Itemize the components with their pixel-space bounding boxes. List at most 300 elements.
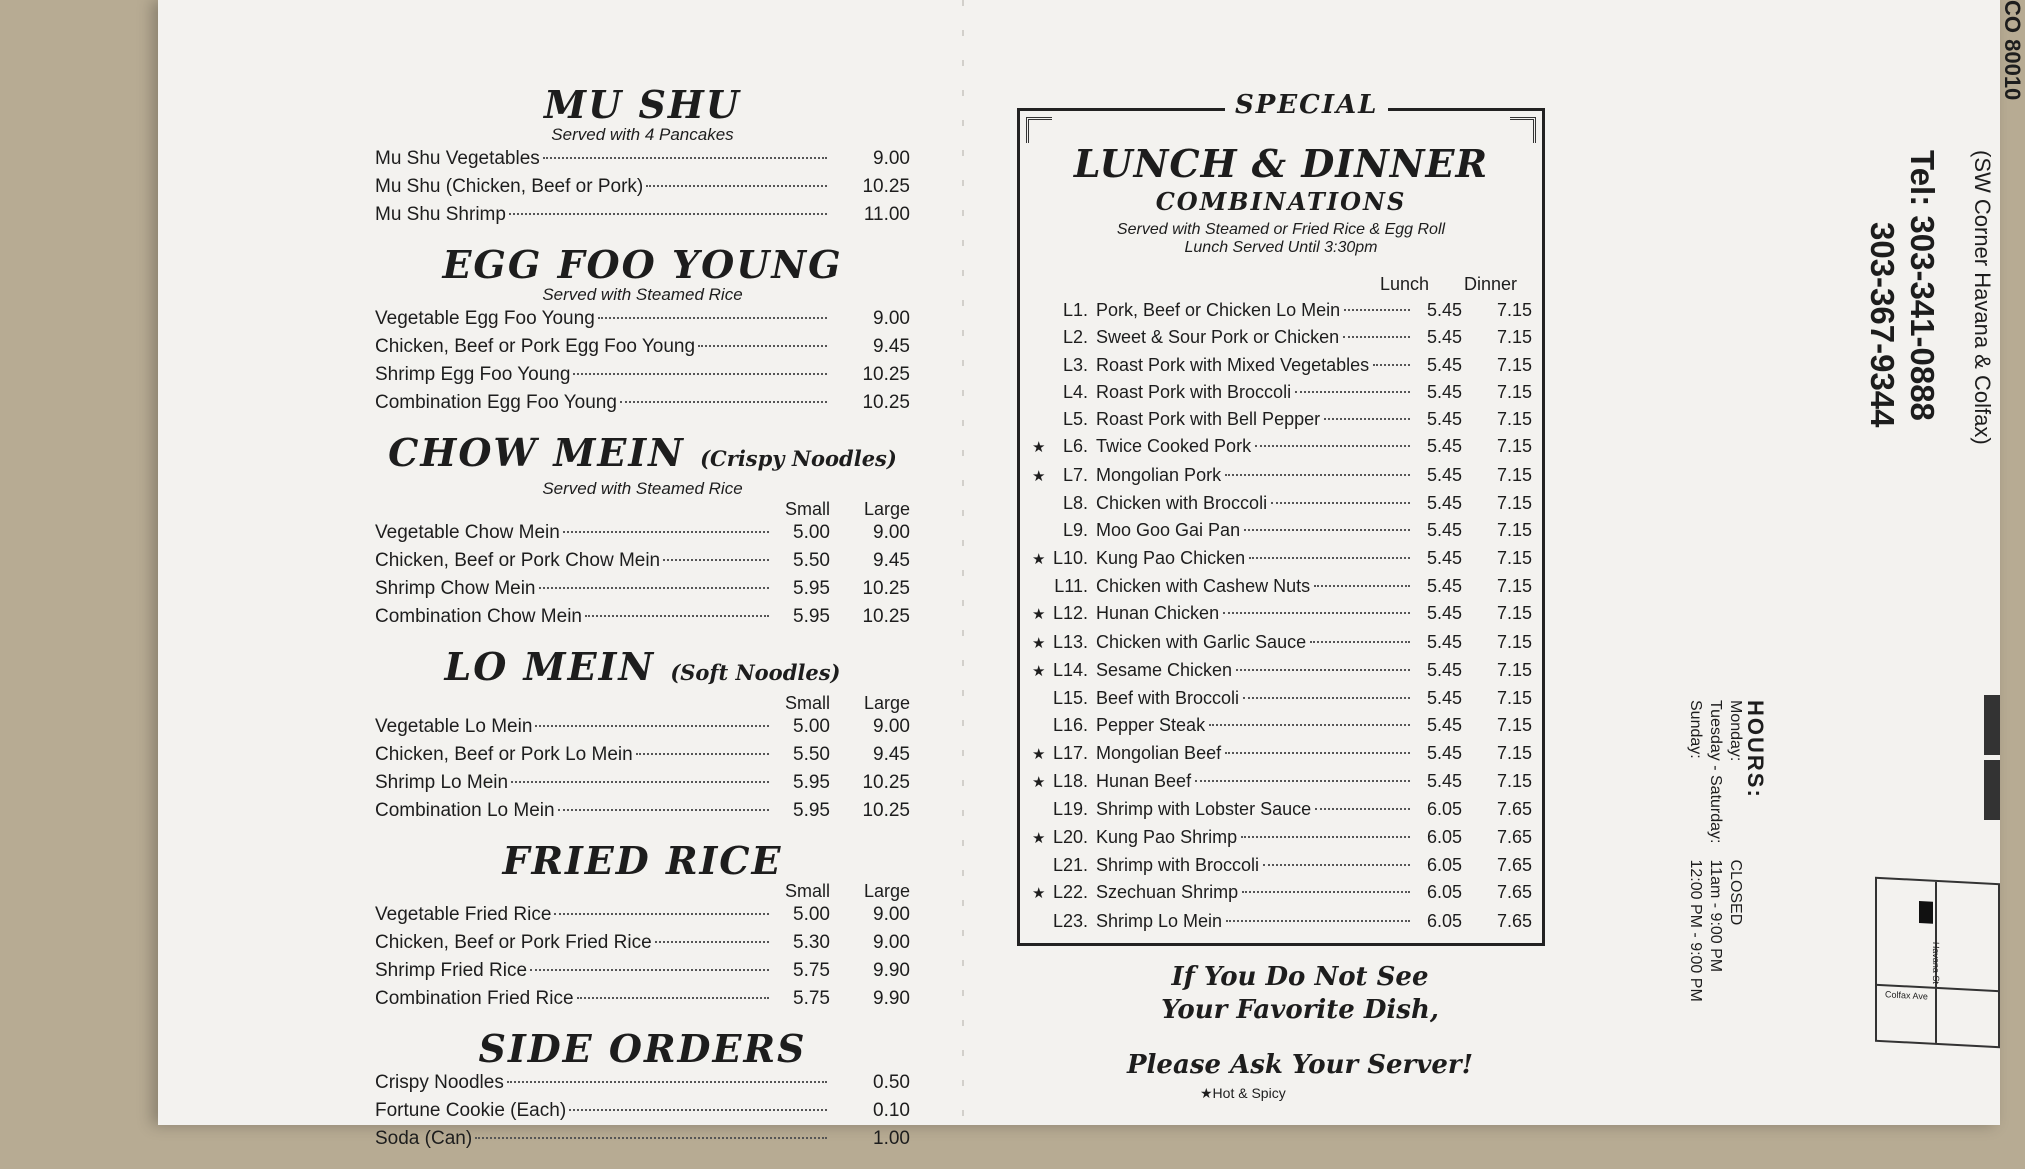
combo-item-row bbox=[1032, 324, 1532, 351]
item-price: 10.25 bbox=[862, 364, 910, 385]
leader-dots bbox=[663, 559, 769, 561]
combo-lunch-price: 5.45 bbox=[1426, 631, 1462, 652]
combo-item-row bbox=[1032, 297, 1532, 324]
menu-item-row bbox=[375, 333, 910, 361]
combo-item-row bbox=[1032, 852, 1532, 879]
small-header: Small bbox=[784, 693, 830, 713]
spicy-star-icon: ★ bbox=[1032, 662, 1046, 680]
leader-dots bbox=[636, 753, 769, 755]
item-price-large: 9.00 bbox=[873, 904, 910, 925]
combo-lunch-price: 5.45 bbox=[1426, 603, 1462, 624]
combo-dinner-price: 7.15 bbox=[1496, 575, 1532, 596]
lomein-col-headers bbox=[375, 693, 910, 713]
friedrice-section bbox=[375, 838, 910, 1013]
chowmein-title bbox=[375, 430, 910, 479]
combo-code: L2. bbox=[1062, 327, 1088, 348]
spicy-star-icon: ★ bbox=[1032, 634, 1046, 652]
combo-lunch-price: 6.05 bbox=[1426, 910, 1462, 931]
footer-line1: If You Do Not See bbox=[1171, 962, 1429, 992]
leader-dots bbox=[1225, 752, 1410, 754]
combo-lunch-price: 6.05 bbox=[1426, 826, 1462, 847]
combo-item-row bbox=[1032, 379, 1532, 406]
combo-name: Sesame Chicken bbox=[1096, 659, 1233, 680]
combo-dinner-price: 7.65 bbox=[1496, 799, 1532, 820]
leader-dots bbox=[573, 373, 827, 375]
address-zip: CO 80010 bbox=[2000, 0, 2025, 101]
leader-dots bbox=[1314, 585, 1410, 587]
menu-item-row bbox=[375, 389, 910, 417]
menu-item-row bbox=[375, 1069, 910, 1097]
menu-item-row bbox=[375, 957, 910, 985]
combo-name: Kung Pao Shrimp bbox=[1096, 826, 1238, 847]
combo-lunch-price: 5.45 bbox=[1426, 354, 1462, 375]
hours-times bbox=[1685, 859, 1745, 1001]
combo-lunch-price: 6.05 bbox=[1426, 854, 1462, 875]
tel-number-2: 303-367-9344 bbox=[1864, 222, 1901, 428]
combo-code: L1. bbox=[1062, 300, 1088, 320]
item-name: Chicken, Beef or Pork Fried Rice bbox=[375, 932, 652, 953]
combo-code: L18. bbox=[1052, 771, 1088, 792]
item-price: 9.00 bbox=[873, 308, 910, 329]
leader-dots bbox=[1225, 474, 1410, 476]
combo-code: L17. bbox=[1052, 742, 1088, 763]
item-name: Shrimp Fried Rice bbox=[375, 960, 528, 981]
map-location-pin bbox=[1919, 901, 1933, 924]
item-price-large: 9.00 bbox=[873, 522, 910, 543]
card-logo bbox=[1984, 695, 2000, 755]
location-map bbox=[1875, 877, 2000, 1049]
leader-dots bbox=[569, 1109, 827, 1111]
menu-item-row bbox=[375, 145, 910, 173]
hours-grid bbox=[1685, 700, 1745, 1002]
item-price-large: 9.45 bbox=[873, 744, 910, 765]
leader-dots bbox=[558, 809, 769, 811]
friedrice-title: FRIED RICE bbox=[502, 838, 783, 883]
leader-dots bbox=[1310, 641, 1410, 643]
menu-item-row bbox=[375, 305, 910, 333]
combo-item-row bbox=[1032, 712, 1532, 739]
item-price-small: 5.95 bbox=[793, 578, 830, 599]
combo-code: L7. bbox=[1062, 464, 1088, 485]
item-name: Shrimp Lo Mein bbox=[375, 772, 509, 793]
combo-lunch-price: 5.45 bbox=[1426, 409, 1462, 430]
combo-code: L10. bbox=[1052, 547, 1088, 568]
combo-name: Roast Pork with Broccoli bbox=[1096, 381, 1292, 402]
hours-day: Sunday: bbox=[1687, 700, 1704, 759]
item-price: 0.50 bbox=[873, 1072, 910, 1093]
combo-item-row bbox=[1032, 768, 1532, 796]
lunch-dinner-title: LUNCH & DINNER bbox=[1073, 141, 1489, 186]
leader-dots bbox=[1241, 836, 1410, 838]
combo-col-headers bbox=[1380, 274, 1517, 295]
combo-dinner-price: 7.15 bbox=[1496, 547, 1532, 568]
combo-dinner-price: 7.15 bbox=[1496, 493, 1532, 514]
item-price: 10.25 bbox=[862, 392, 910, 413]
combo-item-row bbox=[1032, 545, 1532, 573]
footer-line2: Your Favorite Dish, bbox=[1161, 995, 1439, 1025]
leader-dots bbox=[698, 345, 827, 347]
combo-name: Chicken with Garlic Sauce bbox=[1096, 631, 1307, 652]
combo-note-line2: Lunch Served Until 3:30pm bbox=[1184, 239, 1378, 256]
combo-item-row bbox=[1032, 685, 1532, 712]
leader-dots bbox=[646, 185, 827, 187]
leader-dots bbox=[507, 1081, 827, 1083]
spicy-star-icon: ★ bbox=[1032, 606, 1046, 624]
lomein-title-text: LO MEIN bbox=[444, 644, 656, 689]
combo-name: Hunan Chicken bbox=[1096, 603, 1220, 624]
leader-dots bbox=[1226, 920, 1410, 922]
item-price-small: 5.00 bbox=[793, 716, 830, 737]
menu-item-row bbox=[375, 201, 910, 229]
chowmein-items bbox=[375, 519, 910, 631]
item-price-large: 9.00 bbox=[873, 932, 910, 953]
chowmein-title-text: CHOW MEIN bbox=[388, 430, 685, 475]
spicy-star-icon: ★ bbox=[1032, 550, 1046, 568]
combo-name: Pepper Steak bbox=[1096, 715, 1206, 736]
menu-item-row bbox=[375, 929, 910, 957]
menu-item-row bbox=[375, 173, 910, 201]
side-items bbox=[375, 1069, 910, 1153]
item-name: Mu Shu (Chicken, Beef or Pork) bbox=[375, 176, 644, 197]
chowmein-col-headers bbox=[375, 499, 910, 519]
mushu-items bbox=[375, 145, 910, 229]
combo-name: Beef with Broccoli bbox=[1096, 688, 1240, 709]
item-price-large: 10.25 bbox=[862, 606, 910, 627]
menu-item-row bbox=[375, 1097, 910, 1125]
friedrice-items bbox=[375, 901, 910, 1013]
combo-name: Hunan Beef bbox=[1096, 771, 1192, 792]
item-price-small: 5.75 bbox=[793, 988, 830, 1009]
small-header: Small bbox=[784, 881, 830, 901]
combo-code: L12. bbox=[1052, 603, 1088, 624]
hot-spicy-note: ★Hot & Spicy bbox=[1200, 1085, 1286, 1101]
item-name: Chicken, Beef or Pork Lo Mein bbox=[375, 744, 633, 765]
mushu-title: MU SHU bbox=[544, 82, 741, 127]
hours-time: 12:00 PM - 9:00 PM bbox=[1687, 859, 1704, 1002]
menu-item-row bbox=[375, 797, 910, 825]
menu-item-row bbox=[375, 519, 910, 547]
combo-name: Szechuan Shrimp bbox=[1096, 882, 1239, 903]
combo-dinner-price: 7.15 bbox=[1496, 603, 1532, 624]
hours-days bbox=[1685, 700, 1745, 843]
combo-lunch-price: 5.45 bbox=[1426, 327, 1462, 348]
eggfoo-items bbox=[375, 305, 910, 417]
leader-dots bbox=[1373, 364, 1410, 366]
combo-item-row bbox=[1032, 462, 1532, 490]
combo-item-row bbox=[1032, 600, 1532, 628]
spicy-star-icon: ★ bbox=[1032, 774, 1046, 792]
menu-item-row bbox=[375, 713, 910, 741]
combo-item-row bbox=[1032, 657, 1532, 685]
combo-dinner-price: 7.15 bbox=[1496, 688, 1532, 709]
item-price-small: 5.00 bbox=[793, 522, 830, 543]
item-price-small: 5.30 bbox=[793, 932, 830, 953]
combo-name: Shrimp Lo Mein bbox=[1096, 910, 1223, 931]
combo-name: Moo Goo Gai Pan bbox=[1096, 520, 1241, 541]
leader-dots bbox=[1263, 864, 1410, 866]
item-name: Soda (Can) bbox=[375, 1128, 473, 1149]
combo-note-line1: Served with Steamed or Fried Rice & Egg Roll bbox=[1116, 221, 1446, 238]
leader-dots bbox=[511, 781, 769, 783]
leader-dots bbox=[1249, 557, 1410, 559]
combo-item-row bbox=[1032, 573, 1532, 600]
leader-dots bbox=[509, 213, 827, 215]
item-name: Vegetable Chow Mein bbox=[375, 522, 560, 543]
combo-lunch-price: 5.45 bbox=[1426, 575, 1462, 596]
hours-title: HOURS: bbox=[1743, 700, 1768, 799]
spicy-star-icon: ★ bbox=[1032, 745, 1046, 763]
leader-dots bbox=[475, 1137, 827, 1139]
combo-lunch-price: 5.45 bbox=[1426, 742, 1462, 763]
map-street-label: Havana St bbox=[1931, 941, 1941, 985]
spicy-star-icon: ★ bbox=[1032, 885, 1046, 903]
mushu-subtitle: Served with 4 Pancakes bbox=[551, 125, 734, 144]
eggfoo-section bbox=[375, 242, 910, 417]
chowmein-section bbox=[375, 430, 910, 631]
leader-dots bbox=[1295, 391, 1410, 393]
combo-item-row bbox=[1032, 433, 1532, 461]
combo-dinner-price: 7.15 bbox=[1496, 327, 1532, 348]
combo-lunch-price: 5.45 bbox=[1426, 464, 1462, 485]
combo-lunch-price: 5.45 bbox=[1426, 520, 1462, 541]
leader-dots bbox=[539, 587, 770, 589]
leader-dots bbox=[543, 157, 827, 159]
leader-dots bbox=[598, 317, 827, 319]
combo-lunch-price: 5.45 bbox=[1426, 715, 1462, 736]
friedrice-col-headers bbox=[375, 881, 910, 901]
mushu-section bbox=[375, 82, 910, 229]
combo-code: L13. bbox=[1052, 631, 1088, 652]
combo-dinner-price: 7.15 bbox=[1496, 300, 1532, 320]
combo-code: L8. bbox=[1062, 493, 1088, 514]
leader-dots bbox=[1271, 502, 1410, 504]
combo-lunch-price: 5.45 bbox=[1426, 300, 1462, 320]
combo-dinner-price: 7.15 bbox=[1496, 354, 1532, 375]
item-price-small: 5.75 bbox=[793, 960, 830, 981]
item-price: 9.45 bbox=[873, 336, 910, 357]
combo-item-row bbox=[1032, 517, 1532, 544]
leader-dots bbox=[585, 615, 769, 617]
combo-name: Roast Pork with Bell Pepper bbox=[1096, 409, 1321, 430]
eggfoo-subtitle: Served with Steamed Rice bbox=[542, 285, 743, 304]
combo-item-row bbox=[1032, 824, 1532, 852]
leader-dots bbox=[535, 725, 769, 727]
leader-dots bbox=[1223, 612, 1410, 614]
combo-name: Chicken with Cashew Nuts bbox=[1096, 575, 1311, 596]
item-price-large: 9.45 bbox=[873, 550, 910, 571]
spicy-star-icon: ★ bbox=[1032, 829, 1046, 847]
item-name: Chicken, Beef or Pork Egg Foo Young bbox=[375, 336, 696, 357]
item-name: Chicken, Beef or Pork Chow Mein bbox=[375, 550, 661, 571]
item-price-small: 5.50 bbox=[793, 744, 830, 765]
menu-item-row bbox=[375, 547, 910, 575]
large-header: Large bbox=[863, 693, 910, 713]
combo-lunch-price: 5.45 bbox=[1426, 771, 1462, 792]
leader-dots bbox=[1243, 697, 1410, 699]
hours-time: CLOSED bbox=[1727, 859, 1744, 926]
hours-day: Monday: bbox=[1727, 700, 1744, 762]
combo-dinner-price: 7.65 bbox=[1496, 882, 1532, 903]
leader-dots bbox=[1244, 529, 1410, 531]
leader-dots bbox=[577, 997, 769, 999]
combo-code: L14. bbox=[1052, 659, 1088, 680]
lunch-header: Lunch bbox=[1380, 274, 1430, 294]
combo-code: L22. bbox=[1052, 882, 1088, 903]
combo-code: L15. bbox=[1052, 688, 1088, 709]
leader-dots bbox=[620, 401, 827, 403]
combo-name: Kung Pao Chicken bbox=[1096, 547, 1246, 568]
lomein-items bbox=[375, 713, 910, 825]
leader-dots bbox=[1255, 445, 1410, 447]
menu-item-row bbox=[375, 769, 910, 797]
menu-item-row bbox=[375, 575, 910, 603]
combo-list bbox=[1032, 297, 1532, 935]
card-logo bbox=[1984, 760, 2000, 820]
combo-code: L3. bbox=[1062, 354, 1088, 375]
combo-code: L21. bbox=[1052, 854, 1088, 875]
item-price-small: 5.95 bbox=[793, 800, 830, 821]
combo-code: L23. bbox=[1052, 910, 1088, 931]
combo-lunch-price: 5.45 bbox=[1426, 493, 1462, 514]
combo-dinner-price: 7.15 bbox=[1496, 715, 1532, 736]
combo-name: Sweet & Sour Pork or Chicken bbox=[1096, 327, 1340, 348]
combo-item-row bbox=[1032, 629, 1532, 657]
leader-dots bbox=[655, 941, 769, 943]
leader-dots bbox=[563, 531, 769, 533]
tel-label: Tel: bbox=[1904, 150, 1941, 207]
chowmein-subtitle: Served with Steamed Rice bbox=[542, 479, 743, 498]
leader-dots bbox=[1242, 891, 1410, 893]
combo-lunch-price: 5.45 bbox=[1426, 547, 1462, 568]
combo-dinner-price: 7.15 bbox=[1496, 742, 1532, 763]
item-name: Vegetable Fried Rice bbox=[375, 904, 552, 925]
leader-dots bbox=[1324, 418, 1410, 420]
hours-day: Tuesday - Saturday: bbox=[1707, 700, 1724, 844]
item-price-small: 5.95 bbox=[793, 606, 830, 627]
chowmein-paren: (Crispy Noodles) bbox=[700, 446, 897, 471]
combo-code: L6. bbox=[1062, 436, 1088, 457]
large-header: Large bbox=[863, 881, 910, 901]
lomein-section bbox=[375, 644, 910, 825]
combo-dinner-price: 7.15 bbox=[1496, 659, 1532, 680]
combo-lunch-price: 5.45 bbox=[1426, 688, 1462, 709]
item-price: 0.10 bbox=[873, 1100, 910, 1121]
combo-code: L20. bbox=[1052, 826, 1088, 847]
combo-name: Roast Pork with Mixed Vegetables bbox=[1096, 354, 1370, 375]
side-title: SIDE ORDERS bbox=[478, 1026, 807, 1071]
leader-dots bbox=[1209, 724, 1410, 726]
item-price-small: 5.50 bbox=[793, 550, 830, 571]
menu-item-row bbox=[375, 1125, 910, 1153]
combo-lunch-price: 5.45 bbox=[1426, 436, 1462, 457]
item-price-large: 9.00 bbox=[873, 716, 910, 737]
item-price: 11.00 bbox=[863, 204, 910, 225]
combo-name: Chicken with Broccoli bbox=[1096, 493, 1268, 514]
combo-code: L16. bbox=[1052, 715, 1088, 736]
combo-dinner-price: 7.15 bbox=[1496, 520, 1532, 541]
combo-code: L9. bbox=[1062, 520, 1088, 541]
combo-code: L4. bbox=[1062, 381, 1088, 402]
menu-item-row bbox=[375, 603, 910, 631]
combo-dinner-price: 7.15 bbox=[1496, 464, 1532, 485]
combo-dinner-price: 7.65 bbox=[1496, 910, 1532, 931]
item-name: Combination Egg Foo Young bbox=[375, 392, 617, 413]
telephone-block bbox=[1862, 150, 1942, 428]
eggfoo-title: EGG FOO YOUNG bbox=[442, 242, 843, 287]
combo-item-row bbox=[1032, 908, 1532, 935]
item-name: Mu Shu Shrimp bbox=[375, 204, 506, 225]
combo-item-row bbox=[1032, 352, 1532, 379]
combo-lunch-price: 5.45 bbox=[1426, 659, 1462, 680]
item-price-large: 9.90 bbox=[873, 960, 910, 981]
combo-name: Shrimp with Lobster Sauce bbox=[1096, 799, 1312, 820]
dinner-header: Dinner bbox=[1464, 274, 1518, 294]
item-name: Vegetable Egg Foo Young bbox=[375, 308, 595, 329]
footer-line3: Please Ask Your Server! bbox=[1127, 1050, 1473, 1080]
hours-block bbox=[1685, 700, 1768, 1002]
leader-dots bbox=[1315, 808, 1410, 810]
menu-item-row bbox=[375, 741, 910, 769]
corner-ornament bbox=[1510, 117, 1536, 143]
tel-number-1: 303-341-0888 bbox=[1904, 215, 1941, 421]
item-price: 10.25 bbox=[862, 176, 910, 197]
item-price: 9.00 bbox=[873, 148, 910, 169]
combo-item-row bbox=[1032, 740, 1532, 768]
fold-crease bbox=[962, 0, 964, 1125]
lomein-title bbox=[375, 644, 910, 693]
item-price: 1.00 bbox=[873, 1128, 910, 1149]
side-section bbox=[375, 1026, 910, 1153]
combo-item-row bbox=[1032, 490, 1532, 517]
lomein-paren: (Soft Noodles) bbox=[670, 660, 841, 685]
combo-lunch-price: 5.45 bbox=[1426, 381, 1462, 402]
item-price-large: 10.25 bbox=[862, 772, 910, 793]
combo-name: Pork, Beef or Chicken Lo Mein bbox=[1096, 300, 1341, 320]
combo-name: Twice Cooked Pork bbox=[1096, 436, 1252, 457]
combo-dinner-price: 7.15 bbox=[1496, 409, 1532, 430]
hours-time: 11am - 9:00 PM bbox=[1707, 859, 1724, 973]
combo-code: L19. bbox=[1052, 799, 1088, 820]
item-price-small: 5.00 bbox=[793, 904, 830, 925]
leader-dots bbox=[554, 913, 769, 915]
combo-code: L11. bbox=[1054, 575, 1088, 596]
combo-dinner-price: 7.65 bbox=[1496, 826, 1532, 847]
item-name: Mu Shu Vegetables bbox=[375, 148, 540, 169]
item-name: Shrimp Chow Mein bbox=[375, 578, 536, 599]
combo-code: L5. bbox=[1062, 409, 1088, 430]
spicy-star-icon: ★ bbox=[1032, 467, 1046, 485]
menu-item-row bbox=[375, 901, 910, 929]
item-name: Vegetable Lo Mein bbox=[375, 716, 533, 737]
combo-lunch-price: 6.05 bbox=[1426, 882, 1462, 903]
menu-item-row bbox=[375, 361, 910, 389]
leader-dots bbox=[1236, 669, 1410, 671]
item-price-large: 10.25 bbox=[862, 800, 910, 821]
small-header: Small bbox=[784, 499, 830, 519]
item-name: Fortune Cookie (Each) bbox=[375, 1100, 567, 1121]
special-combo-box bbox=[1017, 108, 1545, 946]
menu-item-row bbox=[375, 985, 910, 1013]
combo-note bbox=[1020, 221, 1542, 257]
item-name: Shrimp Egg Foo Young bbox=[375, 364, 571, 385]
combo-name: Mongolian Pork bbox=[1096, 464, 1222, 485]
combo-name: Shrimp with Broccoli bbox=[1096, 854, 1260, 875]
combo-dinner-price: 7.15 bbox=[1496, 771, 1532, 792]
combo-dinner-price: 7.15 bbox=[1496, 381, 1532, 402]
combo-item-row bbox=[1032, 796, 1532, 823]
combo-lunch-price: 6.05 bbox=[1426, 799, 1462, 820]
combo-dinner-price: 7.65 bbox=[1496, 854, 1532, 875]
